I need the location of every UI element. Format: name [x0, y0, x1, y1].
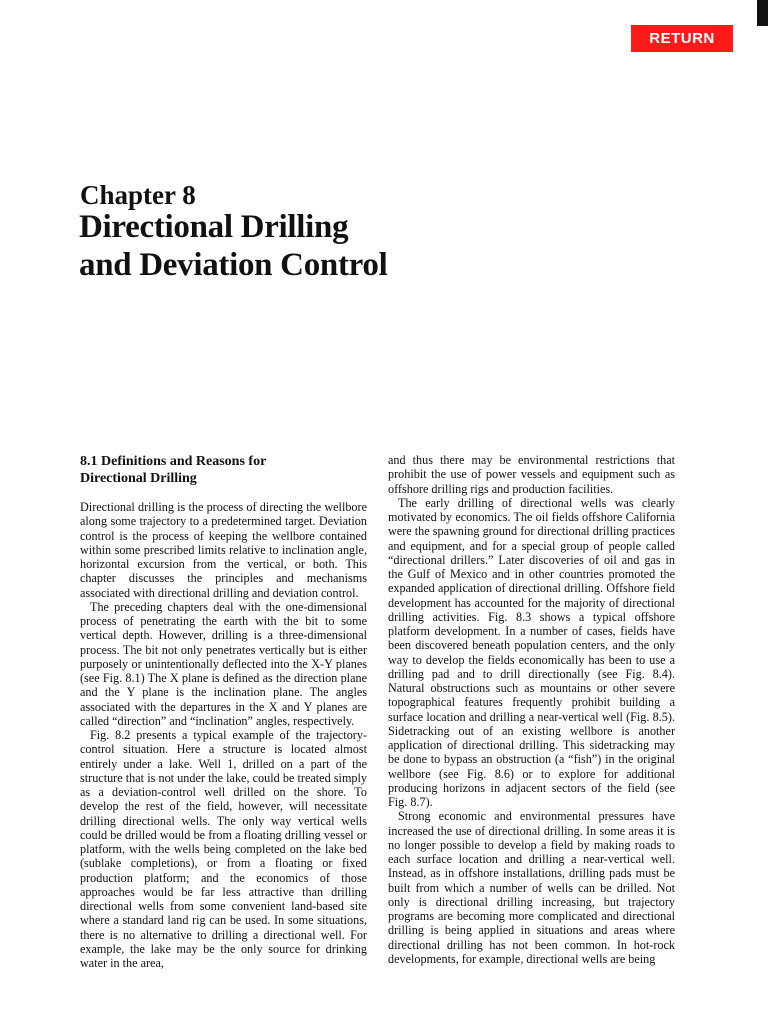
paragraph: The preceding chapters deal with the one-dimensional process of penetrating the earth with the bit to some vertical depth. However, drilling is a three-dimensional process. The bit not only penetrates vertically but is either purposely or unintentionally deflected into the X-Y planes (see Fig. 8.1) The X plane is defined as the direction plane and the Y plane is the inclination plane. The angles associated with the departures in the X and Y planes are called “direction” and “inclination” angles, respectively.	[80, 599, 367, 728]
return-button[interactable]: RETURN	[631, 25, 733, 52]
paragraph: Directional drilling is the process of directing the wellbore along some trajectory to a predetermined target. Deviation control is the process of keeping the wellbore contained within some prescribed limits relative to inclination angle, horizontal excursion from the vertical, or both. This chapter discusses the principles and mechanisms associated with directional drilling and deviation control.	[80, 500, 367, 600]
chapter-title	[79, 208, 387, 284]
right-column	[388, 453, 675, 966]
chapter-title-line-2: and Deviation Control	[79, 247, 388, 283]
paragraph: Fig. 8.2 presents a typical example of the trajectory-control situation. Here a structure is located almost entirely under a lake. Well 1, drilled on a part of the structure that is not under the lake, could be treated simply as a deviation-control well drilled on the shore. To develop the rest of the field, however, will necessitate drilling directional wells. The only way vertical wells could be drilled would be from a floating drilling vessel or platform, with the wells being completed on the lake bed (sublake completions), or from a floating or fixed production platform; and the economics of those approaches would be far less attractive than drilling directional wells from some convenient land-based site where a standard land rig can be used. In some situations, there is no alternative to drilling a directional well. For example, the lake may be the only source for drinking water in the area,	[80, 728, 367, 970]
page-edge-mark	[757, 0, 768, 26]
chapter-title-line-1: Directional Drilling	[79, 209, 349, 245]
paragraph: Strong economic and environmental pressures have increased the use of directional drilling. In some areas it is no longer possible to develop a field by making roads to each surface location and drilling a near-vertical well. Instead, as in offshore installations, drilling pads must be built from which a number of wells can be drilled. Not only is directional drilling increasing, but trajectory programs are becoming more complicated and directional drilling is being applied in situations and areas where directional drilling has not been common. In hot-rock developments, for example, directional wells are being	[388, 809, 675, 966]
section-heading-line-2: Directional Drilling	[80, 471, 197, 486]
paragraph: and thus there may be environmental restrictions that prohibit the use of power vessels and equipment such as offshore drilling rigs and production facilities.	[388, 453, 675, 496]
section-heading-line-1: 8.1 Definitions and Reasons for	[80, 454, 267, 469]
chapter-label: Chapter 8	[80, 180, 196, 210]
left-column	[80, 453, 367, 970]
section-heading	[80, 453, 367, 487]
paragraph: The early drilling of directional wells was clearly motivated by economics. The oil fields offshore California were the spawning ground for directional drilling practices and equipment, and for a special group of people called “directional drillers.” Later discoveries of oil and gas in the Gulf of Mexico and in other countries promoted the expanded application of directional drilling. Offshore field development has accounted for the majority of directional drilling activities. Fig. 8.3 shows a typical offshore platform development. In a number of cases, fields have been discovered beneath population centers, and the only way to develop the fields economically has been to use a drilling pad and to drill directionally (see Fig. 8.4). Natural obstructions such as mountains or other severe topographical features frequently prohibit building a surface location and drilling a near-vertical well (Fig. 8.5). Sidetracking out of an existing wellbore is another application of directional drilling. This sidetracking may be done to bypass an obstruction (a “fish”) in the original wellbore (see Fig. 8.6) or to explore for additional producing horizons in adjacent sectors of the field (see Fig. 8.7).	[388, 495, 675, 809]
